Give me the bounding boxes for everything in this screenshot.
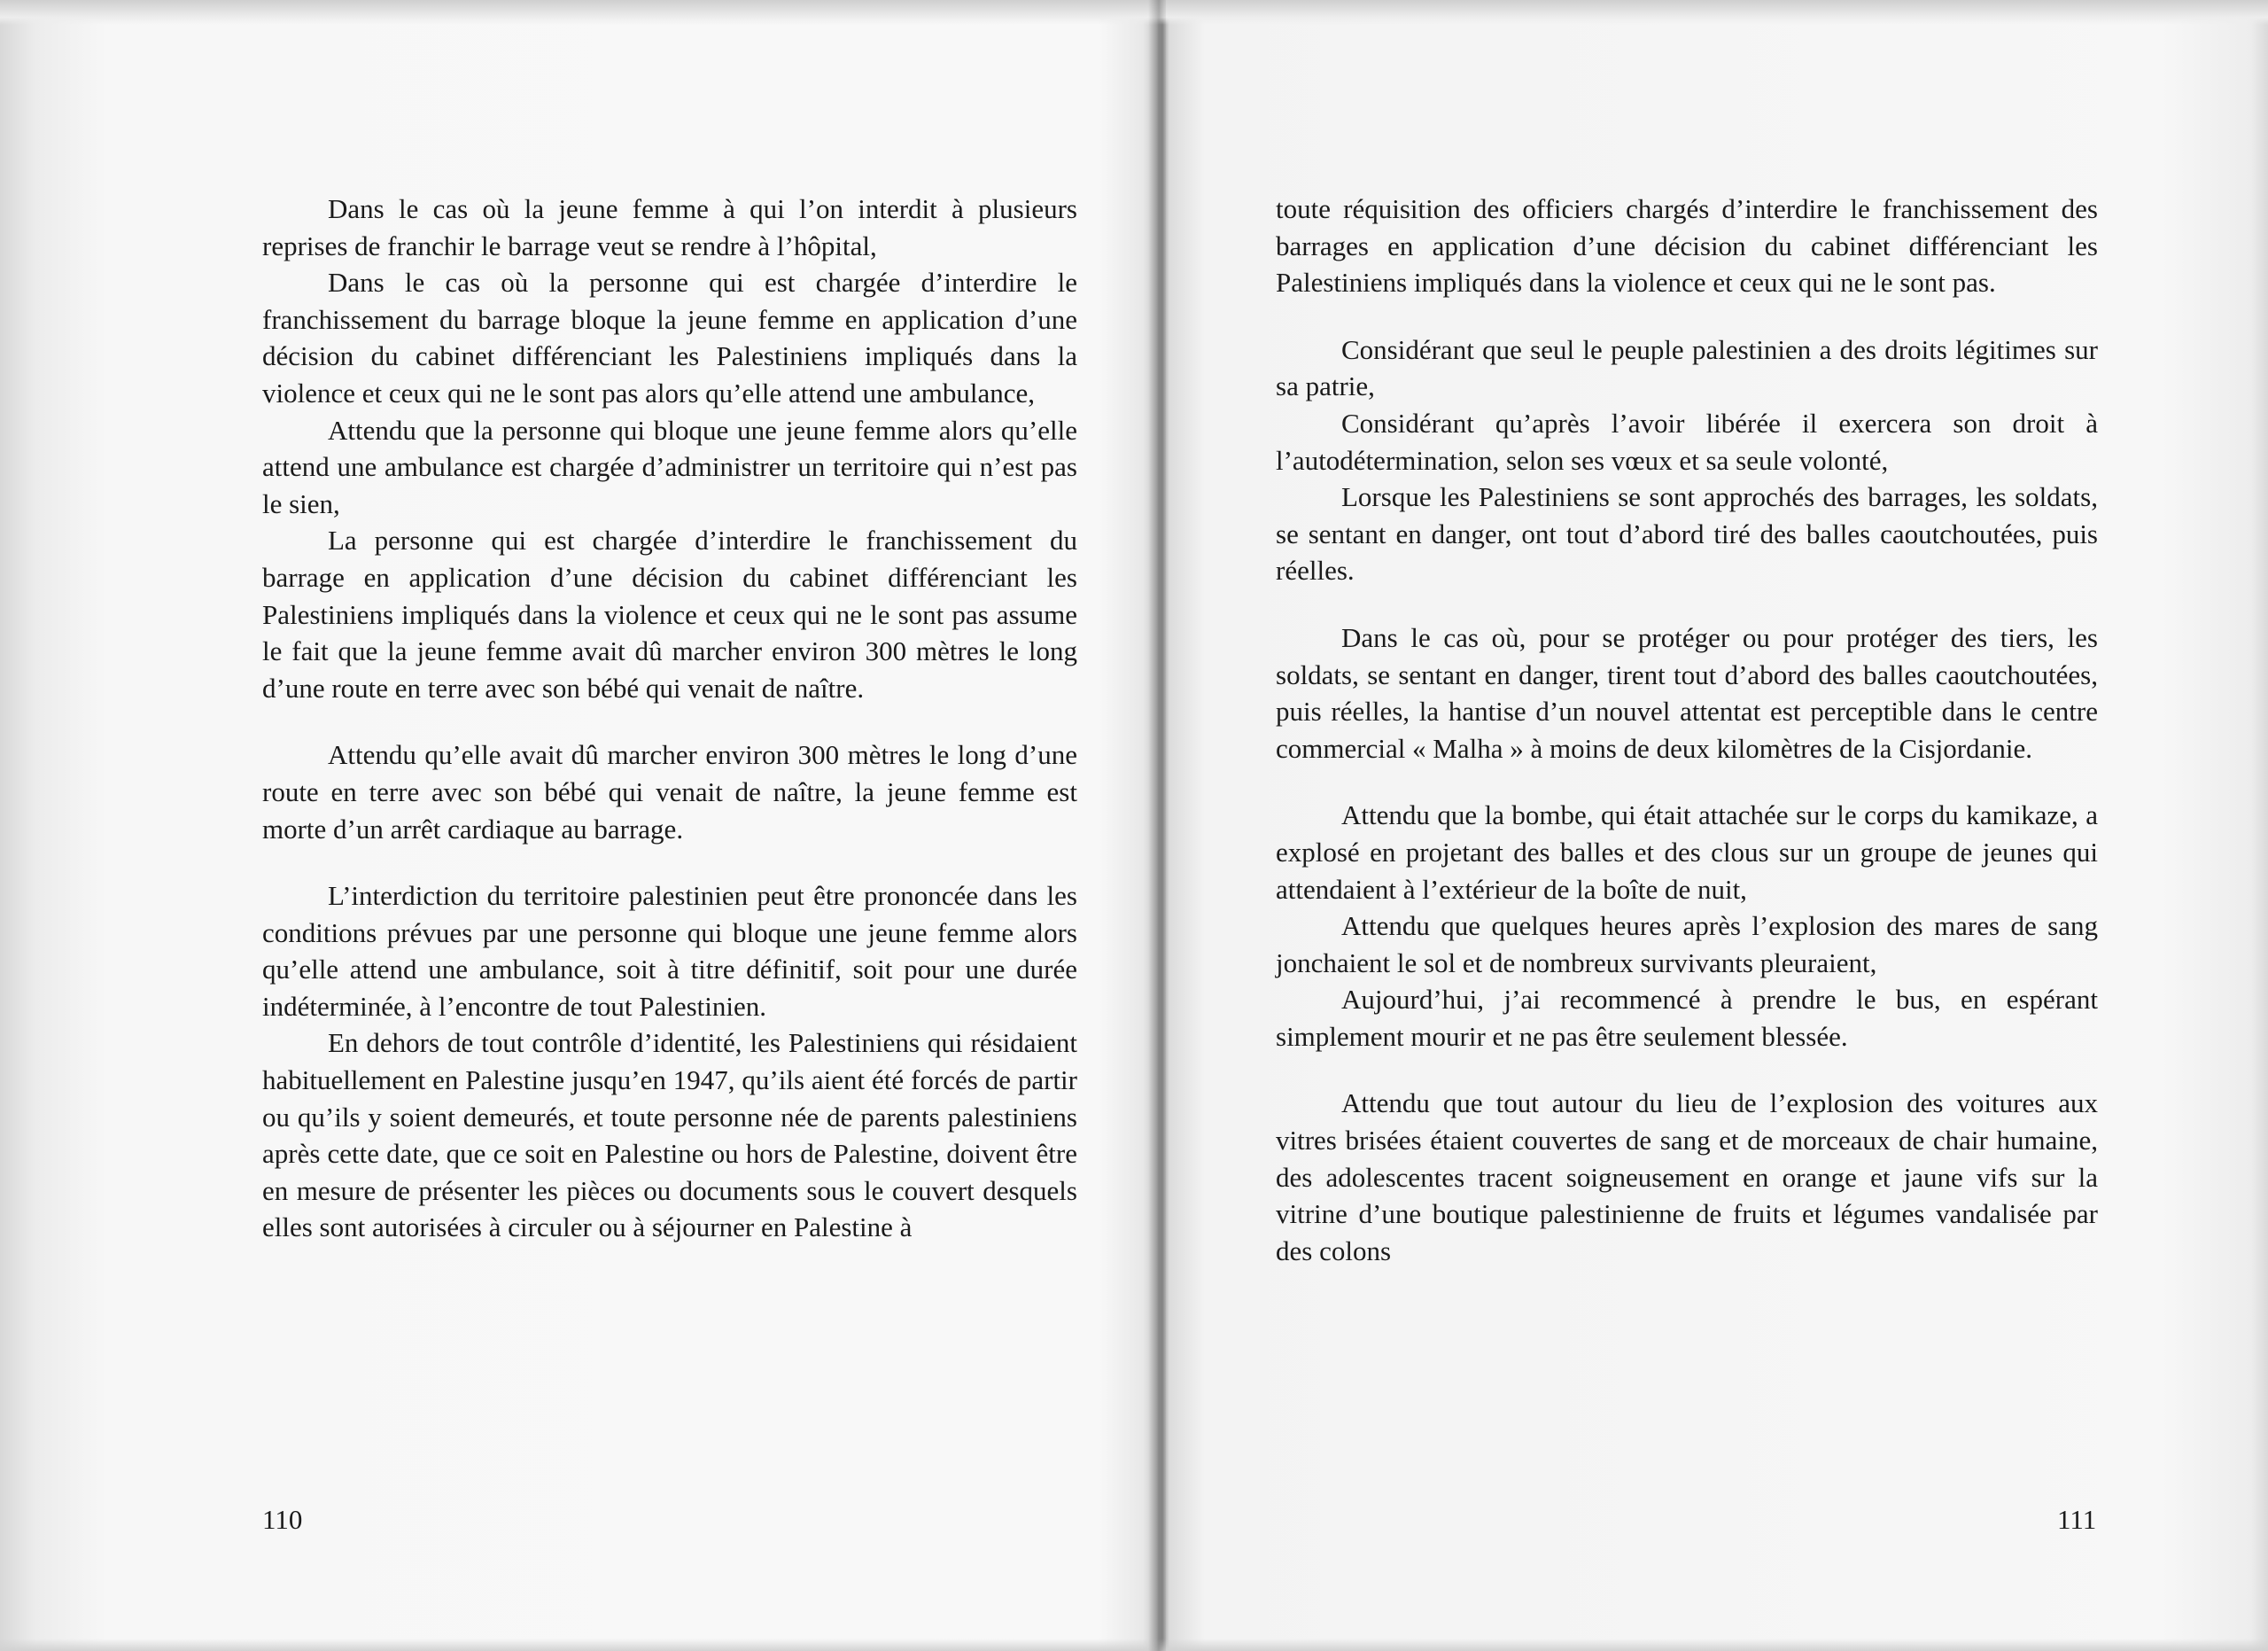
left-paragraph-2: Dans le cas où la personne qui est chargée d’interdire le franchissement du barrage bloque la jeune femme en application d’une décision du cabinet différenciant les Palestiniens impliqués dans la violence et ceux qui ne le sont pas alors qu’elle attend une ambulance,: [262, 267, 1077, 409]
right-paragraph-2: Considérant que seul le peuple palestinien a des droits légitimes sur sa patrie,: [1276, 333, 2098, 402]
right-page-text: [1276, 191, 2098, 1269]
left-paragraph-7: En dehors de tout contrôle d’identité, les Palestiniens qui résidaient habituellement en Palestine jusqu’en 1947, qu’ils aient été forcés de partir ou qu’ils y soient demeurés, et toute personne née de parents palestiniens après cette date, que ce soit en Palestine ou hors de Palestine, doivent être en mesure de présenter les pièces ou documents sous le couvert desquels elles sont autorisées à circuler ou à séjourner en Palestine à: [262, 1027, 1077, 1243]
left-paragraph-3: Attendu que la personne qui bloque une jeune femme alors qu’elle attend une ambulance est chargée d’administrer un territoire qui n’est pas le sien,: [262, 414, 1077, 519]
right-paragraph-1: toute réquisition des officiers chargés d’interdire le franchissement des barrages en application d’une décision du cabinet différenciant les Palestiniens impliqués dans la violence et ceux qui ne le sont pas.: [1276, 193, 2098, 299]
page-bottom-edge: [0, 1639, 2268, 1651]
left-paragraph-5: Attendu qu’elle avait dû marcher environ 300 mètres le long d’une route en terre avec son bébé qui venait de naître, la jeune femme est morte d’un arrêt cardiaque au barrage.: [262, 739, 1077, 845]
book-gutter: [1148, 0, 1166, 1651]
right-paragraph-7: Attendu que quelques heures après l’explosion des mares de sang jonchaient le sol et de nombreux survivants pleuraient,: [1276, 910, 2098, 978]
left-paragraph-6: L’interdiction du territoire palestinien peut être prononcée dans les conditions prévues par une personne qui bloque une jeune femme alors qu’elle attend une ambulance, soit à titre définitif, soit pour une durée indéterminée, à l’encontre de tout Palestinien.: [262, 880, 1077, 1022]
left-paragraph-4: La personne qui est chargée d’interdire le franchissement du barrage en application d’une décision du cabinet différenciant les Palestiniens impliqués dans la violence et ceux qui ne le sont pas assume le fait que la jeune femme avait dû marcher environ 300 mètres le long d’une route en terre avec son bébé qui venait de naître.: [262, 525, 1077, 704]
left-page-text: [262, 191, 1077, 1246]
right-paragraph-5: Dans le cas où, pour se protéger ou pour protéger des tiers, les soldats, se sentant en danger, tirent tout d’abord des balles caoutchoutées, puis réelles, la hantise d’un nouvel attentat est perceptible dans le centre commercial « Malha » à moins de deux kilomètres de la Cisjordanie.: [1276, 621, 2098, 764]
right-paragraph-8: Aujourd’hui, j’ai recommencé à prendre le bus, en espérant simplement mourir et ne pas être seulement blessée.: [1276, 984, 2098, 1052]
page-number-right: 111: [2057, 1504, 2097, 1535]
right-paragraph-4: Lorsque les Palestiniens se sont approchés des barrages, les soldats, se sentant en danger, ont tout d’abord tiré des balles caoutchoutées, puis réelles.: [1276, 481, 2098, 587]
right-paragraph-9: Attendu que tout autour du lieu de l’explosion des voitures aux vitres brisées étaient couvertes de sang et de morceaux de chair humaine, des adolescentes tracent soigneusement en orange et jaune vifs sur la vitrine d’une boutique palestinienne de fruits et légumes vandalisée par des colons: [1276, 1087, 2098, 1266]
page-top-edge: [0, 0, 2268, 25]
left-paragraph-1: Dans le cas où la jeune femme à qui l’on interdit à plusieurs reprises de franchir le barrage veut se rendre à l’hôpital,: [262, 193, 1077, 261]
right-paragraph-6: Attendu que la bombe, qui était attachée sur le corps du kamikaze, a explosé en projetant des balles et des clous sur un groupe de jeunes qui attendaient à l’extérieur de la boîte de nuit,: [1276, 799, 2098, 905]
right-paragraph-3: Considérant qu’après l’avoir libérée il exercera son droit à l’autodétermination, selon ses vœux et sa seule volonté,: [1276, 407, 2098, 476]
page-number-left: 110: [262, 1504, 303, 1535]
